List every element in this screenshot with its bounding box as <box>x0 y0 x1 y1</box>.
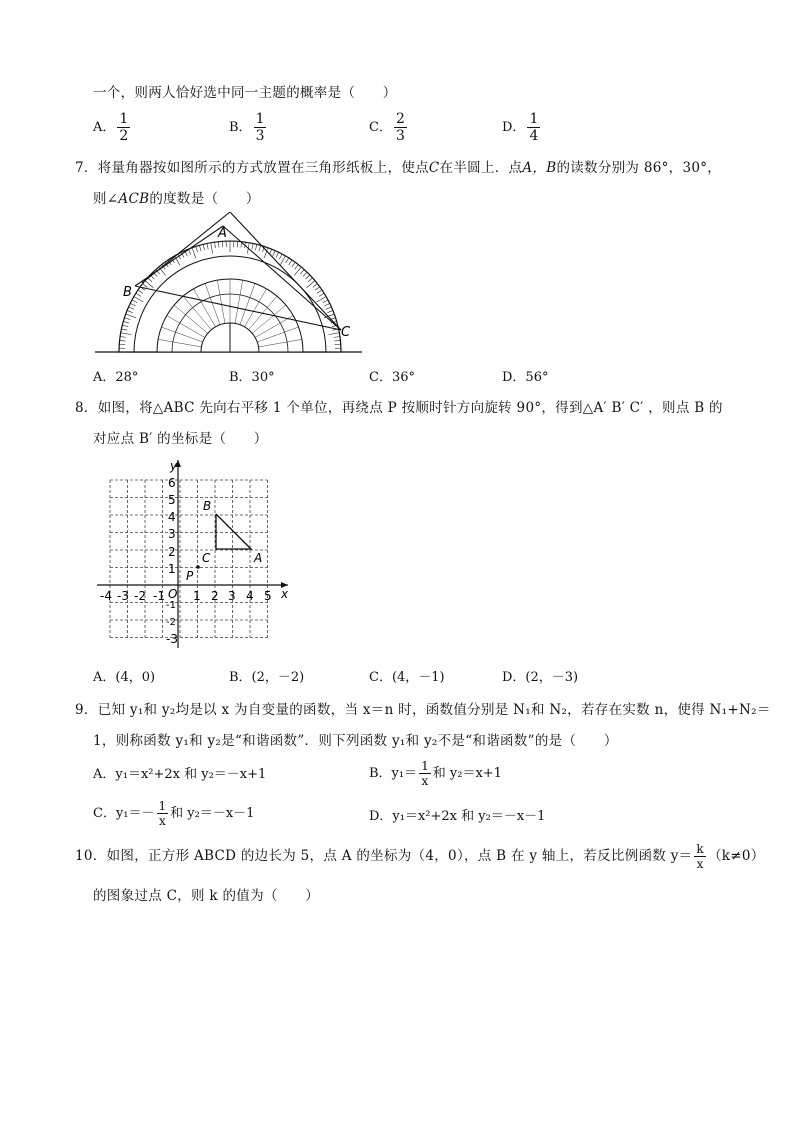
numerator: 1 <box>421 759 429 773</box>
q9-option-c-fraction <box>157 800 169 827</box>
q8-grid-lines <box>110 480 268 638</box>
q6-option-a-fraction <box>117 112 130 143</box>
q8-option-d: D．(2，－3) <box>502 670 579 685</box>
denominator: 3 <box>395 128 405 144</box>
q9-option-a: A．y₁＝x²+2x 和 y₂＝－x+1 <box>93 767 267 782</box>
q8-grid-figure <box>95 456 295 650</box>
q8-y-tick: 1 <box>168 562 176 576</box>
q9-option-b-suffix: 和 y₂＝x+1 <box>432 766 502 781</box>
q7-text: 则∠ <box>93 191 119 207</box>
q10-question-line-2: 的图象过点 C，则 k 的值为（ ） <box>93 888 320 904</box>
q9-option-b-fraction <box>419 760 431 787</box>
q7-question-line-1 <box>75 156 721 176</box>
q7-option-d: D．56° <box>502 370 549 385</box>
denominator: x <box>158 814 166 828</box>
numerator: 1 <box>255 111 265 127</box>
q8-x-tick: 4 <box>246 589 254 603</box>
q6-option-d <box>502 112 542 143</box>
q8-x-tick: 3 <box>228 589 236 603</box>
q8-x-axis-label: x <box>281 587 289 601</box>
q8-number: 8． <box>75 400 98 416</box>
q8-text: 如图，将△ABC 先向右平移 1 个单位，再绕点 P 按顺时针方向旋转 90°，得到△A′ B′ C′ ，则点 B 的 <box>97 400 723 416</box>
q8-point-p <box>196 565 200 569</box>
q6-option-b-label: B． <box>229 120 252 135</box>
denominator: x <box>421 774 429 788</box>
q7-angle-acb: ACB <box>118 191 150 207</box>
q7-question-line-2 <box>93 187 260 207</box>
q7-number: 7． <box>75 160 98 176</box>
q8-label-a: A <box>254 551 263 565</box>
q8-y-tick: 3 <box>168 527 176 541</box>
q8-origin-label: O <box>168 587 178 601</box>
q8-label-c: C <box>202 551 211 565</box>
numerator: k <box>696 842 704 856</box>
numerator: 1 <box>119 111 129 127</box>
q9-option-c-prefix: C．y₁＝－ <box>93 806 155 821</box>
q8-y-axis-label: y <box>170 459 178 473</box>
q6-option-c-label: C． <box>369 120 392 135</box>
q8-y-tick: -2 <box>166 617 176 628</box>
q7-label-c: C <box>341 325 351 340</box>
q8-y-tick: -3 <box>166 632 178 646</box>
q8-option-b: B．(2，－2) <box>229 670 305 685</box>
q7-protractor-figure <box>90 212 370 360</box>
q10-question-line-1 <box>75 843 765 870</box>
denominator: x <box>696 857 704 871</box>
q10-number: 10． <box>75 848 107 864</box>
q7-text: 在半圆上．点 <box>439 160 523 176</box>
q8-x-tick: 1 <box>193 589 201 603</box>
q8-x-tick: -3 <box>117 589 129 603</box>
q6-option-d-label: D． <box>502 120 526 135</box>
q8-label-p: P <box>186 569 194 583</box>
q9-option-b-prefix: B．y₁＝ <box>369 766 418 781</box>
q8-y-tick: 4 <box>168 510 176 524</box>
q7-option-b: B．30° <box>229 370 275 385</box>
q10-text: （k≠0） <box>708 848 765 864</box>
q7-point-c: C <box>428 160 440 176</box>
q9-option-b <box>369 760 502 787</box>
q8-question-line-2: 对应点 B′ 的坐标是（ ） <box>93 431 268 447</box>
q6-option-b-fraction <box>254 112 267 143</box>
q7-text: 的度数是（ ） <box>149 191 260 207</box>
q9-number: 9． <box>75 702 98 718</box>
q8-y-tick: -1 <box>166 600 176 611</box>
q9-question-line-2: 1，则称函数 y₁和 y₂是“和谐函数”．则下列函数 y₁和 y₂不是“和谐函数”的是（ ） <box>93 733 618 749</box>
q7-option-c: C．36° <box>369 370 415 385</box>
q6-option-a <box>93 112 132 143</box>
q7-label-a: A <box>218 226 227 241</box>
q8-option-c: C．(4，－1) <box>369 670 445 685</box>
q6-option-c-fraction <box>394 112 407 143</box>
q7-points-ab: A，B <box>522 160 557 176</box>
denominator: 3 <box>255 128 265 144</box>
q8-x-tick: 2 <box>211 589 219 603</box>
q7-option-a: A．28° <box>93 370 139 385</box>
q8-label-b: B <box>203 499 212 513</box>
q6-option-a-label: A． <box>93 120 116 135</box>
q8-question-line-1 <box>75 396 723 416</box>
q10-text: 如图，正方形 ABCD 的边长为 5，点 A 的坐标为（4，0），点 B 在 y 轴上，若反比例函数 y＝ <box>106 848 693 864</box>
numerator: 2 <box>395 111 405 127</box>
q8-x-tick: -2 <box>134 589 146 603</box>
q8-triangle-abc <box>216 514 251 549</box>
q8-y-tick: 5 <box>168 493 176 507</box>
q8-option-a: A．(4，0) <box>93 670 156 685</box>
q8-y-tick: 2 <box>168 545 176 559</box>
q8-x-tick: -4 <box>100 589 112 603</box>
q8-x-tick: 5 <box>264 589 272 603</box>
q8-x-tick: -1 <box>153 589 165 603</box>
denominator: 4 <box>529 128 539 144</box>
q7-label-b: B <box>123 285 132 300</box>
q6-option-d-fraction <box>527 112 540 143</box>
q9-question-line-1 <box>75 698 771 718</box>
q10-fraction-k-over-x <box>694 843 706 870</box>
q6-option-b <box>229 112 268 143</box>
q6-question-tail: 一个，则两人恰好选中同一主题的概率是（ ） <box>93 85 397 101</box>
q8-y-tick: 6 <box>168 476 176 490</box>
q9-option-c <box>93 800 254 827</box>
denominator: 2 <box>119 128 129 144</box>
q9-option-c-suffix: 和 y₂＝－x－1 <box>170 806 255 821</box>
q9-text: 已知 y₁和 y₂均是以 x 为自变量的函数，当 x＝n 时，函数值分别是 N₁和 N₂，若存在实数 n，使得 N₁+N₂＝ <box>97 702 771 718</box>
q6-option-c <box>369 112 409 143</box>
q7-text: 的读数分别为 86°，30°， <box>556 160 722 176</box>
q9-option-d: D．y₁＝x²+2x 和 y₂＝－x－1 <box>369 809 546 824</box>
numerator: 1 <box>158 799 167 813</box>
q7-text: 将量角器按如图所示的方式放置在三角形纸板上，使点 <box>97 160 429 176</box>
numerator: 1 <box>529 111 539 127</box>
